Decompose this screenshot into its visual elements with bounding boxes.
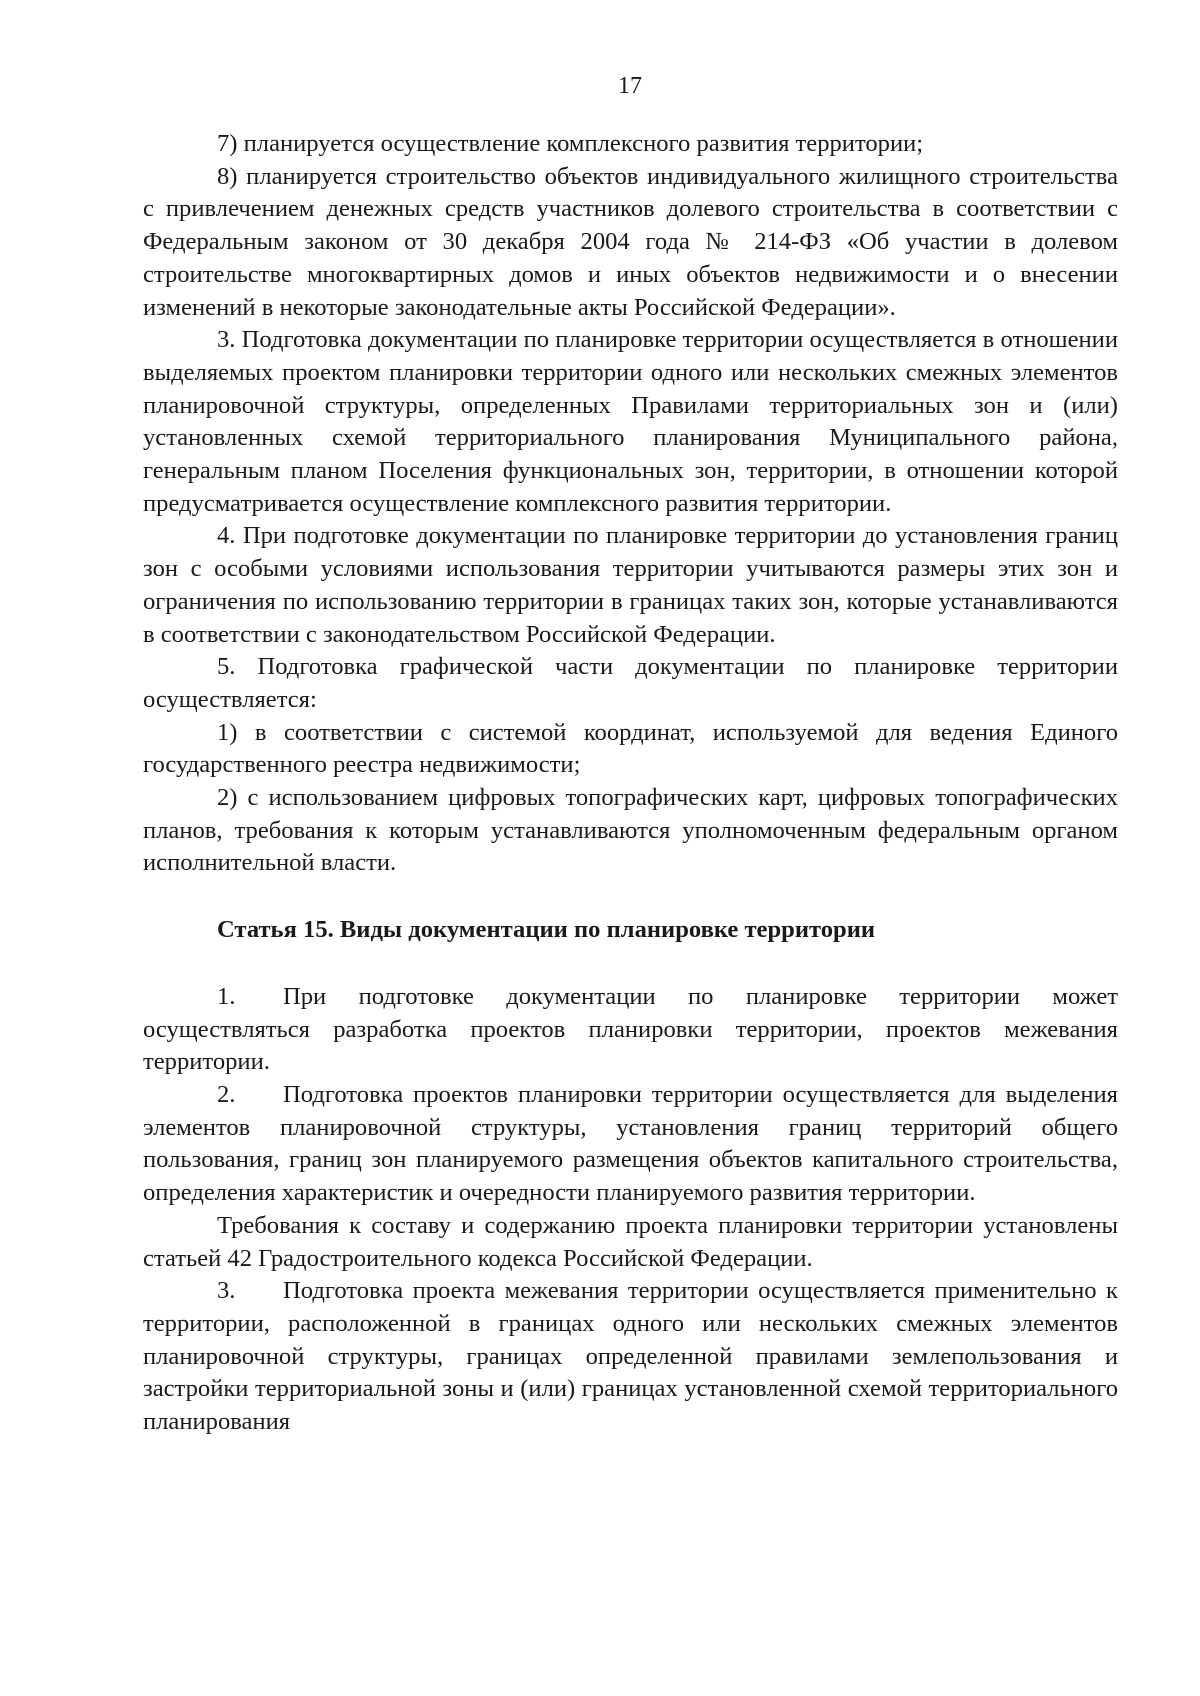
article-item-text: Подготовка проектов планировки территории осуществляется для выделения элементов планировочной структуры, установления границ территорий общего пользования, границ зон планируемого размещения объектов капитального строительства, определения характеристик и очередности планируемого развития территории. bbox=[143, 1080, 1118, 1207]
page-number: 17 bbox=[618, 73, 642, 99]
paragraph-item-8: 8) планируется строительство объектов индивидуального жилищного строительства с привлечением денежных средств участников долевого строительства в соответствии с Федеральным законом от 30 декабря 2004 года № 214-ФЗ «Об участии в долевом строительстве многоквартирных домов и иных объектов недвижимости и о внесении изменений в некоторые законодательные акты Российской Федерации». bbox=[143, 162, 1118, 321]
paragraph-clause-5: 5. Подготовка графической части документации по планировке территории осуществляется: bbox=[143, 653, 1118, 713]
document-body bbox=[143, 128, 1118, 1439]
article-item-number: 1. bbox=[217, 982, 236, 1010]
paragraph-subitem-1: 1) в соответствии с системой координат, используемой для ведения Единого государственного реестра недвижимости; bbox=[143, 718, 1118, 779]
article-item-2 bbox=[143, 1079, 1118, 1210]
paragraph-subitem-2: 2) с использованием цифровых топографических карт, цифровых топографических планов, требования к которым устанавливаются уполномоченным федеральным органом исполнительной власти. bbox=[143, 784, 1118, 877]
paragraph-clause-3: 3. Подготовка документации по планировке территории осуществляется в отношении выделяемых проектом планировки территории одного или нескольких смежных элементов планировочной структуры, определенных Правилами территориальных зон и (или) установленных схемой территориального планирования Муниципального района, генеральным планом Поселения функциональных зон, территории, в отношении которой предусматривается осуществление комплексного развития территории. bbox=[143, 326, 1118, 517]
article-item-number: 2. bbox=[217, 1080, 236, 1108]
article-item-text: При подготовке документации по планировке территории может осуществляться разработка проектов планировки территории, проектов межевания территории. bbox=[143, 982, 1118, 1076]
article-item-1 bbox=[143, 981, 1118, 1079]
paragraph-item-7: 7) планируется осуществление комплексного развития территории; bbox=[217, 130, 924, 157]
article-item-text: Подготовка проекта межевания территории осуществляется применительно к территории, расположенной в границах одного или нескольких смежных элементов планировочной структуры, границах определенной правилами землепользования и застройки территориальной зоны и (или) границах установленной схемой территориального планирования bbox=[143, 1277, 1118, 1436]
article-item-3 bbox=[143, 1275, 1118, 1439]
article-note: Требования к составу и содержанию проекта планировки территории установлены статьей 42 Градостроительного кодекса Российской Федерации. bbox=[143, 1211, 1118, 1272]
article-heading: Статья 15. Виды документации по планировке территории bbox=[217, 916, 876, 944]
article-item-number: 3. bbox=[217, 1277, 236, 1305]
paragraph-clause-4: 4. При подготовке документации по планировке территории до установления границ зон с особыми условиями использования территории учитываются размеры этих зон и ограничения по использованию территории в границах таких зон, которые устанавливаются в соответствии с законодательством Российской Федерации. bbox=[143, 522, 1118, 648]
